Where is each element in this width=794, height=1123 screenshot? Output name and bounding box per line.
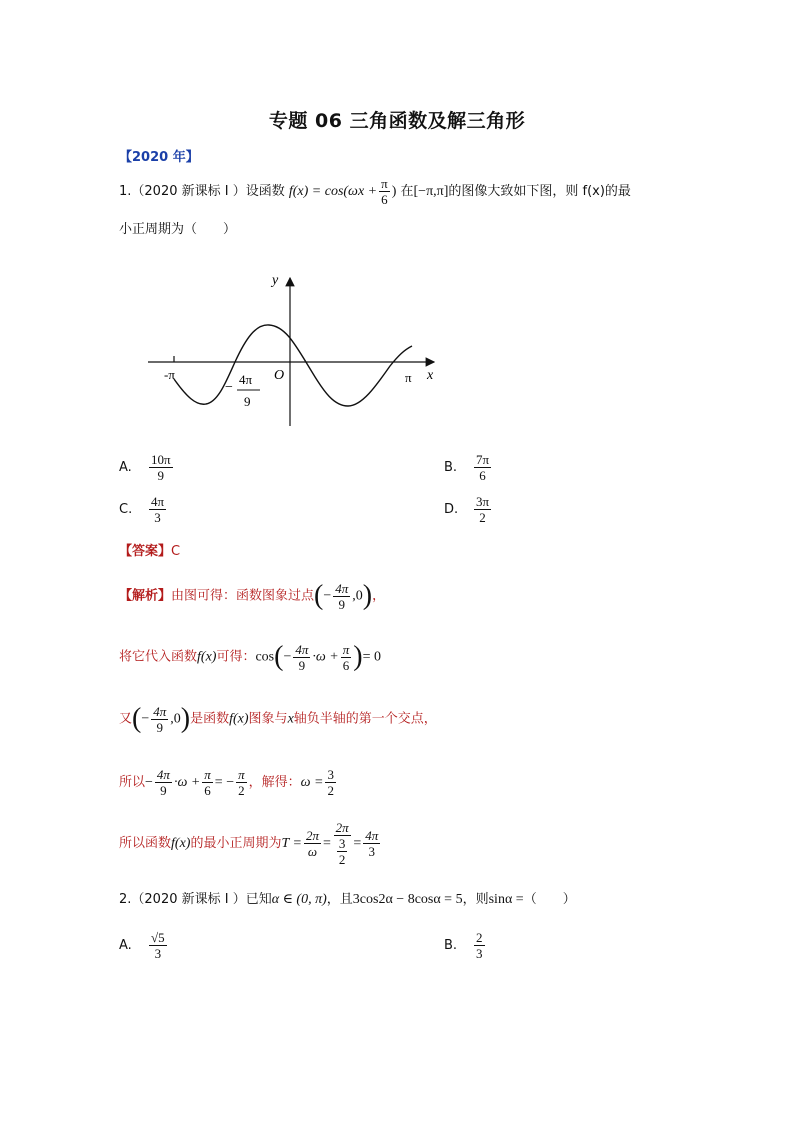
- s4-rfrac: [236, 767, 247, 798]
- solution-line-2: [119, 638, 381, 677]
- s4-eq: = −: [214, 775, 235, 790]
- option-label: D.: [444, 502, 459, 517]
- q1-option-a[interactable]: [119, 452, 175, 483]
- option-frac: [149, 494, 166, 525]
- s3-tail: ,0: [170, 711, 181, 727]
- s2-mid: ·ω +: [312, 649, 339, 665]
- s3-x: x: [287, 711, 294, 727]
- s5-inner-frac: [337, 836, 348, 867]
- q1-interval: [−π,π]: [413, 184, 449, 199]
- s1-den: 9: [338, 596, 346, 612]
- s5-eq2: =: [353, 836, 362, 851]
- option-frac: [474, 930, 485, 961]
- neg-pi-label: -π: [164, 367, 175, 382]
- option-den: 3: [154, 510, 161, 525]
- s5-frac3: [363, 828, 380, 859]
- origin-label: O: [274, 368, 285, 383]
- option-label: B.: [444, 938, 458, 953]
- solution-line-4: [119, 764, 338, 802]
- solution-line-1: [119, 577, 385, 616]
- s2-text2: 可得：: [216, 649, 256, 665]
- root-denominator: 9: [244, 394, 251, 409]
- root-minus: −: [225, 380, 233, 395]
- s5-eq1: =: [322, 836, 331, 851]
- s5-d1: ω: [307, 844, 318, 859]
- q1-func-frac: [379, 176, 390, 207]
- option-frac: [474, 494, 491, 525]
- q1-line2: 小正周期为（ ）: [119, 222, 237, 237]
- s4-mid: ·ω +: [173, 775, 201, 790]
- option-num: √5: [151, 930, 165, 945]
- s3-text3: 轴负半轴的第一个交点，: [293, 711, 437, 727]
- q1-frac-num: π: [381, 176, 388, 191]
- s2-cos: cos: [255, 649, 275, 665]
- answer-value: C: [171, 544, 181, 559]
- question-1-stem: [119, 176, 631, 207]
- q2-prefix: 2.（2020 新课标 I ）已知: [119, 892, 272, 907]
- q2-suffix: （ ）: [523, 892, 576, 907]
- option-frac: [474, 452, 491, 483]
- s2-minus: −: [283, 649, 292, 665]
- option-num: 4π: [151, 494, 165, 509]
- s2-den: 9: [298, 657, 306, 673]
- q1-option-b[interactable]: [444, 452, 493, 483]
- solution-line-3: [119, 700, 437, 739]
- s4-rnum: π: [238, 767, 245, 782]
- x-axis-label: x: [427, 368, 434, 383]
- s3-minus: −: [141, 711, 150, 727]
- option-den: 3: [154, 946, 162, 961]
- s5-text: 的最小正周期为: [190, 836, 282, 851]
- option-frac: [149, 930, 167, 961]
- q1-mid: 在: [400, 184, 414, 199]
- s3-den: 9: [156, 719, 163, 735]
- cosine-curve: [174, 325, 412, 406]
- s2-num: 4π: [295, 641, 309, 657]
- q1-suffix: 的图像大致如下图，则 f(x)的最: [448, 184, 631, 199]
- option-label: A.: [119, 460, 132, 475]
- s1-rparen: ): [362, 580, 373, 611]
- option-den: 2: [479, 510, 486, 525]
- s4-oden: 2: [327, 783, 334, 798]
- option-frac: [149, 452, 173, 483]
- q2-mid: ，且: [326, 892, 353, 907]
- s4-minus: −: [145, 775, 153, 790]
- s3-text2: 图象与: [248, 711, 288, 727]
- s3-rparen: ): [180, 703, 191, 734]
- q1-func-lhs: f(x) = cos(ωx +: [288, 184, 378, 199]
- s4-text: ，解得：: [248, 775, 301, 790]
- year-tag: 【2020 年】: [119, 150, 199, 165]
- s5-d2: [333, 836, 352, 867]
- s1-lparen: (: [314, 580, 324, 611]
- s2-pnum: π: [342, 641, 350, 657]
- y-axis-label: y: [272, 273, 279, 288]
- q1-function-graph: [140, 266, 450, 431]
- option-label: A.: [119, 938, 132, 953]
- s3-text: 是函数: [190, 711, 230, 727]
- s2-pden: 6: [342, 657, 350, 673]
- s2-rparen: ): [353, 641, 363, 672]
- q2-ask: sinα =: [488, 892, 524, 907]
- s5-pre: 所以函数: [119, 836, 172, 851]
- q1-option-c[interactable]: [119, 494, 168, 525]
- option-num: 3π: [476, 494, 490, 509]
- s1-text: 由图可得：函数图象过点: [171, 588, 315, 604]
- s5-n3: 4π: [365, 828, 379, 843]
- s5-T: T =: [281, 836, 302, 851]
- q1-frac-den: 6: [381, 192, 388, 207]
- q1-prefix: 1.（2020 新课标 I ）设函数: [119, 184, 285, 199]
- q2-option-b[interactable]: [444, 930, 487, 961]
- s4-rden: 2: [238, 783, 245, 798]
- s2-text: 将它代入函数: [119, 649, 198, 665]
- q2-cond: α ∈ (0, π): [271, 892, 327, 907]
- solution-line-5: [119, 816, 382, 872]
- s4-onum: 3: [327, 767, 334, 782]
- s5-d2d: 2: [338, 852, 346, 867]
- q2-eqn: 3cos2α − 8cosα = 5: [352, 892, 463, 907]
- s4-frac: [155, 767, 172, 798]
- s2-pfrac: [341, 642, 352, 673]
- s4-ofrac: [325, 767, 336, 798]
- q1-answer: [119, 540, 180, 559]
- root-numerator: 4π: [239, 372, 253, 387]
- s4-den: 9: [160, 783, 167, 798]
- option-den: 6: [479, 468, 486, 483]
- s4-omega: ω =: [300, 775, 324, 790]
- s3-pre: 又: [119, 711, 133, 727]
- q1-func-rhs: ): [391, 184, 397, 199]
- s3-num: 4π: [153, 703, 167, 719]
- s1-tail: ,0: [352, 588, 363, 604]
- s3-frac: [151, 704, 168, 735]
- s5-frac1: [304, 828, 321, 859]
- s2-eq: = 0: [362, 649, 381, 665]
- q2-option-a[interactable]: [119, 930, 169, 961]
- option-num: 2: [476, 930, 483, 945]
- s1-frac: [333, 581, 350, 612]
- s4-pfrac: [202, 767, 213, 798]
- s4-pden: 6: [204, 783, 211, 798]
- s2-lparen: (: [274, 641, 284, 672]
- s5-f: f(x): [171, 836, 191, 851]
- q1-option-d[interactable]: [444, 494, 493, 525]
- option-den: 3: [476, 946, 483, 961]
- s5-d2n: 3: [338, 836, 346, 851]
- question-2-stem: [119, 888, 576, 908]
- s4-pnum: π: [204, 767, 211, 782]
- option-den: 9: [157, 468, 165, 483]
- s1-end: ，: [372, 588, 386, 604]
- s5-frac2: [333, 820, 352, 867]
- option-num: 10π: [151, 452, 171, 467]
- s2-frac: [293, 642, 310, 673]
- q2-mid2: ，则: [462, 892, 489, 907]
- option-num: 7π: [476, 452, 490, 467]
- answer-tag: 【答案】: [119, 544, 172, 559]
- analysis-tag: 【解析】: [119, 588, 172, 604]
- pos-pi-label: π: [405, 370, 412, 385]
- s1-minus: −: [323, 588, 332, 604]
- s2-f: f(x): [197, 649, 217, 665]
- page-title: 专题 06 三角函数及解三角形: [268, 110, 526, 132]
- s3-lparen: (: [132, 703, 142, 734]
- option-label: B.: [444, 460, 458, 475]
- s4-pre: 所以: [119, 775, 146, 790]
- option-label: C.: [119, 502, 133, 517]
- s5-d3: 3: [368, 844, 376, 859]
- s1-num: 4π: [335, 580, 349, 596]
- s5-n1: 2π: [305, 828, 319, 843]
- s3-f: f(x): [229, 711, 249, 727]
- s5-n2: 2π: [335, 820, 349, 835]
- s4-num: 4π: [156, 767, 170, 782]
